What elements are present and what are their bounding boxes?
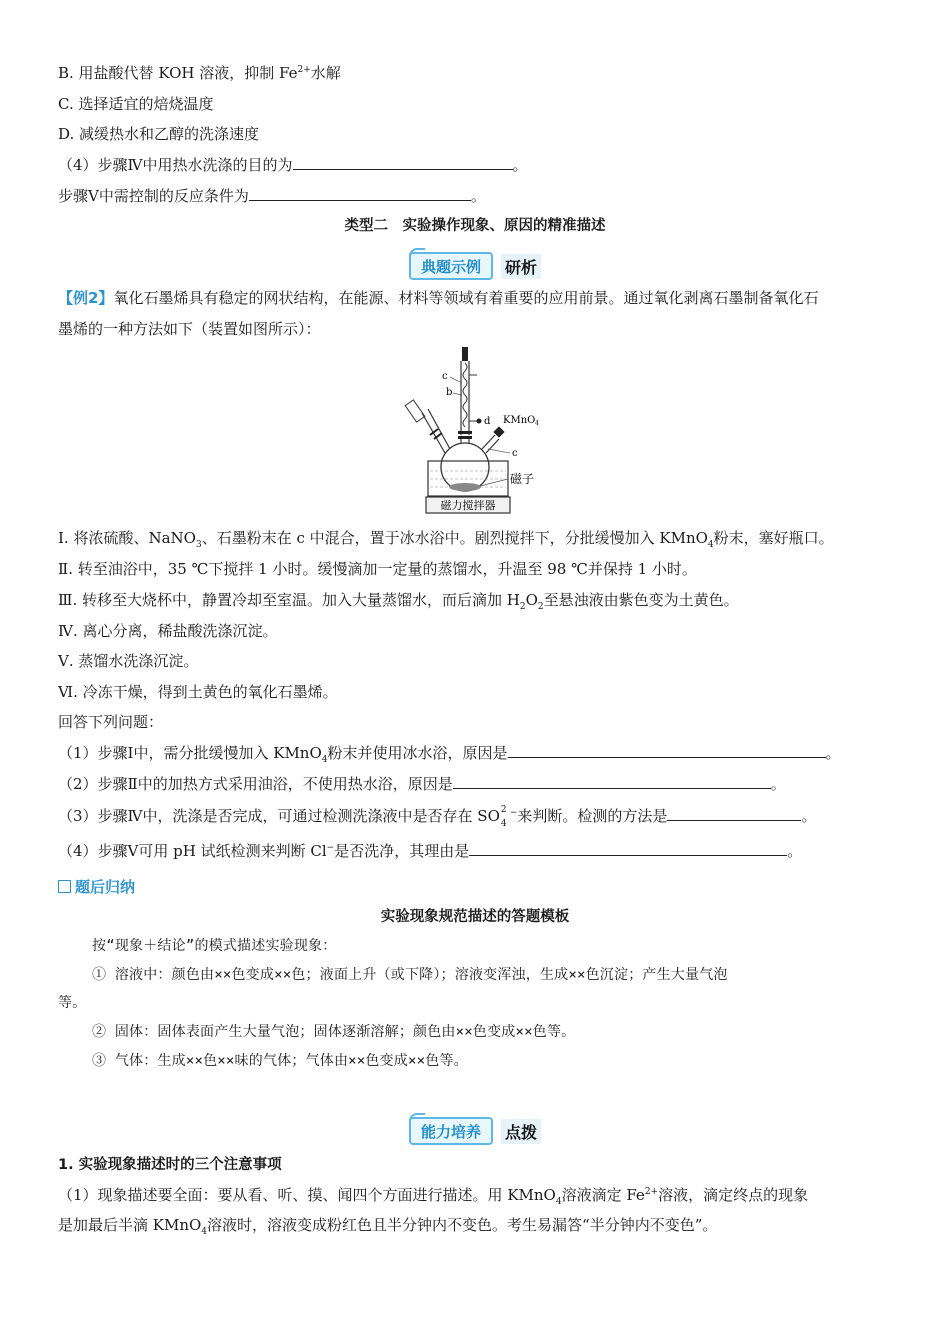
step-3-sub-2: 2 xyxy=(537,602,544,612)
answer-blank[interactable] xyxy=(469,841,787,856)
answer-blank[interactable] xyxy=(293,155,513,170)
summary-item-3: ③ 气体：生成××色××味的气体；气体由××色变成××色等。 xyxy=(92,1053,468,1069)
p1-sub: 4 xyxy=(555,1197,562,1207)
banner-badge: 典题示例 xyxy=(409,252,493,280)
q4b-text: 步骤Ⅴ中需控制的反应条件为 xyxy=(58,187,249,205)
p1-a: （1）现象描述要全面：要从看、听、摸、闻四个方面进行描述。用 KMnO xyxy=(58,1186,556,1204)
summary-title: 实验现象规范描述的答题模板 xyxy=(380,909,570,925)
q3-sub: 4 xyxy=(500,819,507,829)
q2-text: （2）步骤Ⅱ中的加热方式采用油浴，不使用热水浴，原因是 xyxy=(58,775,453,793)
step-6: Ⅵ. 冷冻干燥，得到土黄色的氧化石墨烯。 xyxy=(58,683,338,701)
q1-a: （1）步骤Ⅰ中，需分批缓慢加入 KMnO xyxy=(58,744,322,762)
section-1-p1 xyxy=(58,1185,892,1205)
banner-tail: 点拨 xyxy=(501,1119,541,1144)
summary-item-2: ② 固体：固体表面产生大量气泡；固体逐渐溶解；颜色由××色变成××色等。 xyxy=(92,1024,576,1040)
option-d: D. 减缓热水和乙醇的洗涤速度 xyxy=(58,125,260,143)
question-4-part-b xyxy=(58,186,892,206)
q1-b: 粉末并使用冰水浴，原因是 xyxy=(327,744,508,762)
q4-a: （4）步骤Ⅴ可用 pH 试纸检测来判断 Cl xyxy=(58,842,327,860)
kmno4-stopper xyxy=(493,426,504,437)
option-b xyxy=(58,63,892,83)
question-4-part-a xyxy=(58,155,892,175)
step-3 xyxy=(58,590,892,610)
label-b: b xyxy=(446,387,453,398)
q3-sup: 2 xyxy=(500,805,507,815)
step-1 xyxy=(58,528,892,548)
step-1-sub-2: 4 xyxy=(707,540,714,550)
example-2-line-2: 墨烯的一种方法如下（装置如图所示）： xyxy=(58,320,321,338)
option-c: C. 选择适宜的焙烧温度 xyxy=(58,95,214,113)
label-kmno4-sub: 4 xyxy=(535,420,539,427)
p2-a: 是加最后半滴 KMnO xyxy=(58,1216,202,1234)
type2-title: 类型二 实验操作现象、原因的精准描述 xyxy=(344,218,606,234)
q1-sub: 4 xyxy=(321,755,328,765)
skills-banner xyxy=(0,1116,950,1146)
q4b-end: 。 xyxy=(470,187,486,205)
question-3 xyxy=(58,805,892,829)
condenser-cap xyxy=(462,347,468,361)
example-banner xyxy=(0,251,950,281)
step-2: Ⅱ. 转至油浴中，35 ℃下搅拌 1 小时。缓慢滴加一定量的蒸馏水，升温至 98 ℃并保持 1 小时。 xyxy=(58,560,697,578)
option-b-sup: 2+ xyxy=(297,65,311,75)
summary-head-text: 题后归纳 xyxy=(75,878,136,896)
step-5: Ⅴ. 蒸馏水洗涤沉淀。 xyxy=(58,652,199,670)
q4-b: 是否洗净，其理由是 xyxy=(334,842,470,860)
section-number: 1 xyxy=(58,1157,69,1173)
q4a-end: 。 xyxy=(512,156,528,174)
step-1-sub-1: 3 xyxy=(195,540,202,550)
q4a-text: （4）步骤Ⅳ中用热水洗涤的目的为 xyxy=(58,156,293,174)
label-kmno4: KMnO xyxy=(503,415,536,426)
q4-end: 。 xyxy=(787,842,803,860)
section-title: . 实验现象描述时的三个注意事项 xyxy=(68,1157,282,1173)
step-4: Ⅳ. 离心分离，稀盐酸洗涤沉淀。 xyxy=(58,622,278,640)
q3-b: 来判断。检测的方法是 xyxy=(517,807,668,825)
p1-b: 溶液滴定 Fe xyxy=(561,1186,645,1204)
step-3-c: 至悬浊液由紫色变为土黄色。 xyxy=(543,591,739,609)
summary-head xyxy=(58,877,892,897)
section-1-p2 xyxy=(58,1215,892,1235)
step-1-c: 粉末，塞好瓶口。 xyxy=(713,529,834,547)
q4-sup: − xyxy=(326,843,335,853)
addition-funnel xyxy=(405,400,425,422)
q1-end: 。 xyxy=(825,744,841,762)
example-tag: 【例2】 xyxy=(58,289,114,307)
answer-blank[interactable] xyxy=(249,186,471,201)
summary-item-1: ① 溶液中：颜色由××色变成××色；液面上升（或下降）；溶液变浑浊，生成××色沉淀；产生大量气泡 xyxy=(92,967,728,983)
label-c-right: c xyxy=(512,448,518,459)
p2-sub: 4 xyxy=(201,1227,208,1237)
step-1-a: Ⅰ. 将浓硫酸、NaNO xyxy=(58,529,196,547)
condenser-coil xyxy=(463,363,467,427)
p1-c: 溶液，滴定终点的现象 xyxy=(658,1186,809,1204)
checkbox-icon xyxy=(58,880,71,893)
apparatus-diagram xyxy=(400,343,555,518)
label-d: d xyxy=(484,416,491,427)
option-b-text: B. 用盐酸代替 KOH 溶液，抑制 Fe xyxy=(58,64,298,82)
q3-a: （3）步骤Ⅳ中，洗涤是否完成，可通过检测洗涤液中是否存在 SO xyxy=(58,807,500,825)
label-magnet: 磁子 xyxy=(510,472,535,486)
question-1 xyxy=(58,743,892,763)
question-4 xyxy=(58,841,892,861)
answer-blank[interactable] xyxy=(667,806,801,821)
option-b-tail: 水解 xyxy=(310,64,341,82)
example-text-1: 氧化石墨烯具有稳定的网状结构，在能源、材料等领域有着重要的应用前景。通过氧化剥离石墨制备氧化石 xyxy=(113,289,819,307)
p1-sup: 2+ xyxy=(644,1187,659,1197)
q3-charge: − xyxy=(509,808,518,818)
banner-badge: 能力培养 xyxy=(409,1117,493,1145)
answer-blank[interactable] xyxy=(508,743,826,758)
question-2 xyxy=(58,774,892,794)
q3-end: 。 xyxy=(801,807,817,825)
p2-b: 溶液时，溶液变成粉红色且半分钟内不变色。考生易漏答“半分钟内不变色”。 xyxy=(207,1216,718,1234)
answer-blank[interactable] xyxy=(453,774,771,789)
label-stirrer: 磁力搅拌器 xyxy=(440,499,496,512)
example-2-line-1 xyxy=(58,288,892,308)
q2-end: 。 xyxy=(770,775,786,793)
stir-bar xyxy=(449,483,481,491)
summary-item-1-cont: 等。 xyxy=(58,995,87,1011)
step-3-sub-1: 2 xyxy=(519,602,526,612)
step-3-b: O xyxy=(525,591,538,609)
step-1-b: 、石墨粉末在 c 中混合，置于冰水浴中。剧烈搅拌下，分批缓慢加入 KMnO xyxy=(201,529,708,547)
answer-prompt: 回答下列问题： xyxy=(58,713,164,731)
section-1-title xyxy=(58,1154,892,1175)
banner-tail: 研析 xyxy=(501,254,541,279)
summary-intro: 按“现象＋结论”的模式描述实验现象： xyxy=(92,938,337,954)
label-c-top: c xyxy=(442,371,448,382)
step-3-a: Ⅲ. 转移至大烧杯中，静置冷却至室温。加入大量蒸馏水，而后滴加 H xyxy=(58,591,520,609)
